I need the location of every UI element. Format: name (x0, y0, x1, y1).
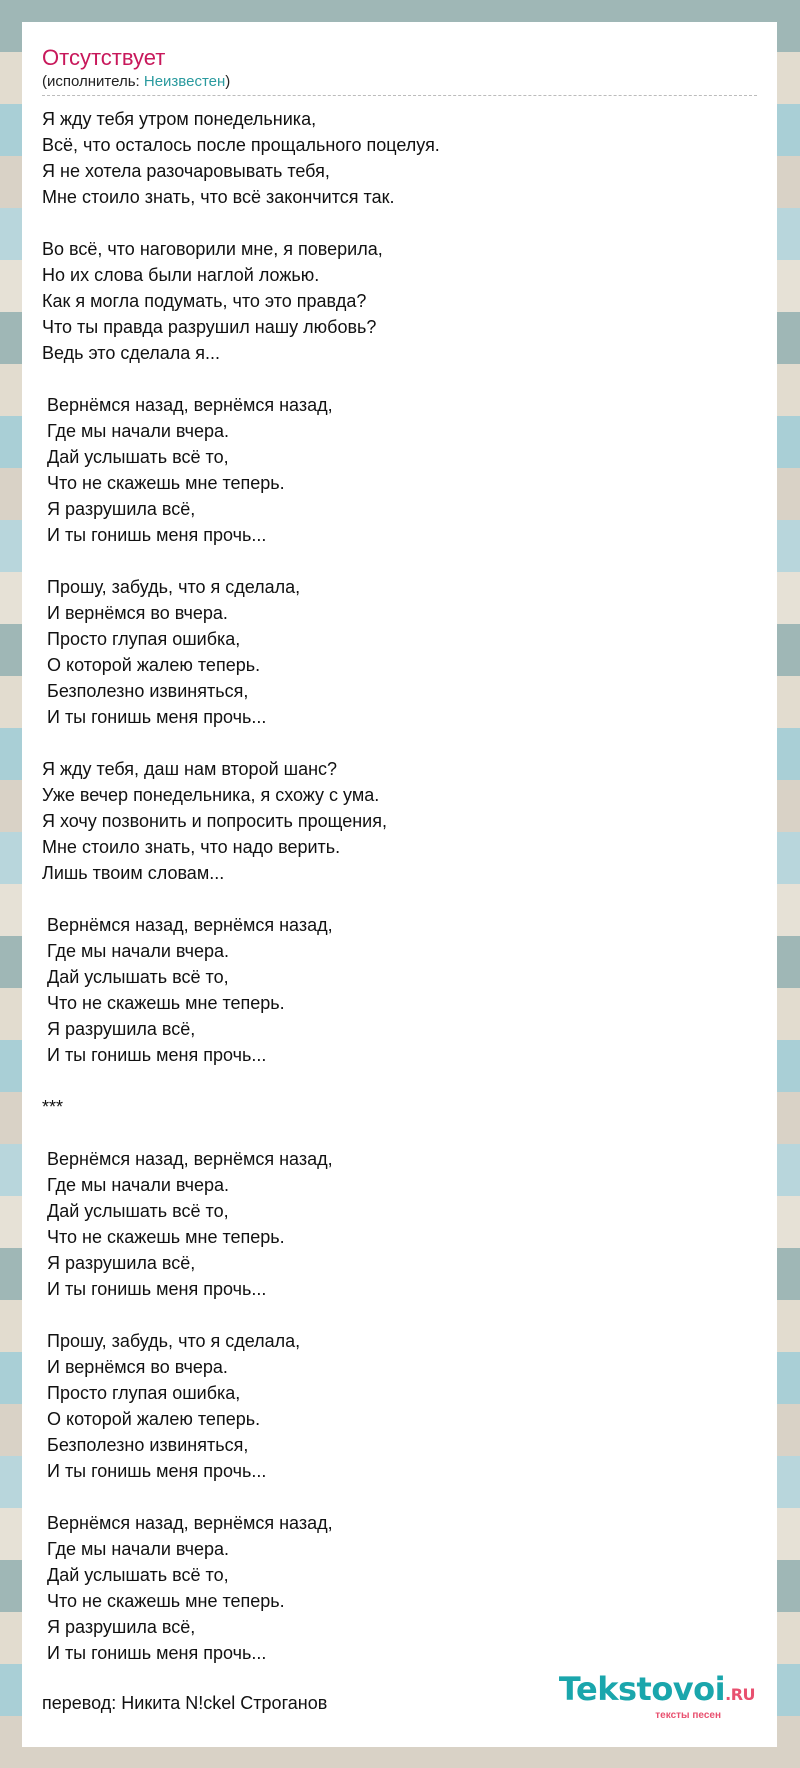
logo-tld: .RU (725, 1685, 755, 1704)
site-logo[interactable] (559, 1672, 755, 1721)
translator-credit: перевод: Никита N!ckel Строганов (42, 1693, 328, 1713)
lyrics-card (22, 22, 777, 1747)
logo-wordmark (559, 1672, 755, 1712)
artist-line (42, 72, 757, 96)
logo-name: Tekstovoi (558, 1670, 726, 1708)
artist-link[interactable]: Неизвестен (143, 73, 226, 90)
song-title: Отсутствует (42, 45, 166, 70)
artist-prefix: (исполнитель: (42, 73, 144, 90)
logo-tagline: тексты песен (655, 1710, 721, 1721)
lyrics-text: Я жду тебя утром понедельника, Всё, что осталось после прощального поцелуя. Я не хотела разочаровывать тебя, Мне стоило знать, что всё закончится так. Во всё, что наговорили мне, я поверила, Но их слова были наглой ложью. Как я могла подумать, что это правда? Что ты правда разрушил нашу любовь? Ведь это сделала я... Вернёмся назад, вернёмся назад, Где мы начали вчера. Дай услышать всё то, Что не скажешь мне теперь. Я разрушила всё, И ты гонишь меня прочь... Прошу, забудь, что я сделала, И вернёмся во вчера. Просто глупая ошибка, О которой жалею теперь. Безполезно извиняться, И ты гонишь меня прочь... Я жду тебя, даш нам второй шанс? Уже вечер понедельника, я схожу с ума. Я хочу позвонить и попросить прощения, Мне стоило знать, что надо верить. Лишь твоим словам... Вернёмся назад, вернёмся назад, Где мы начали вчера. Дай услышать всё то, Что не скажешь мне теперь. Я разрушила всё, И ты гонишь меня прочь... *** Вернёмся назад, вернёмся назад, Где мы начали вчера. Дай услышать всё то, Что не скажешь мне теперь. Я разрушила всё, И ты гонишь меня прочь... Прошу, забудь, что я сделала, И вернёмся во вчера. Просто глупая ошибка, О которой жалею теперь. Безполезно извиняться, И ты гонишь меня прочь... Вернёмся назад, вернёмся назад, Где мы начали вчера. Дай услышать всё то, Что не скажешь мне теперь. Я разрушила всё, И ты гонишь меня прочь... (42, 109, 440, 1663)
artist-suffix: ) (225, 73, 231, 90)
